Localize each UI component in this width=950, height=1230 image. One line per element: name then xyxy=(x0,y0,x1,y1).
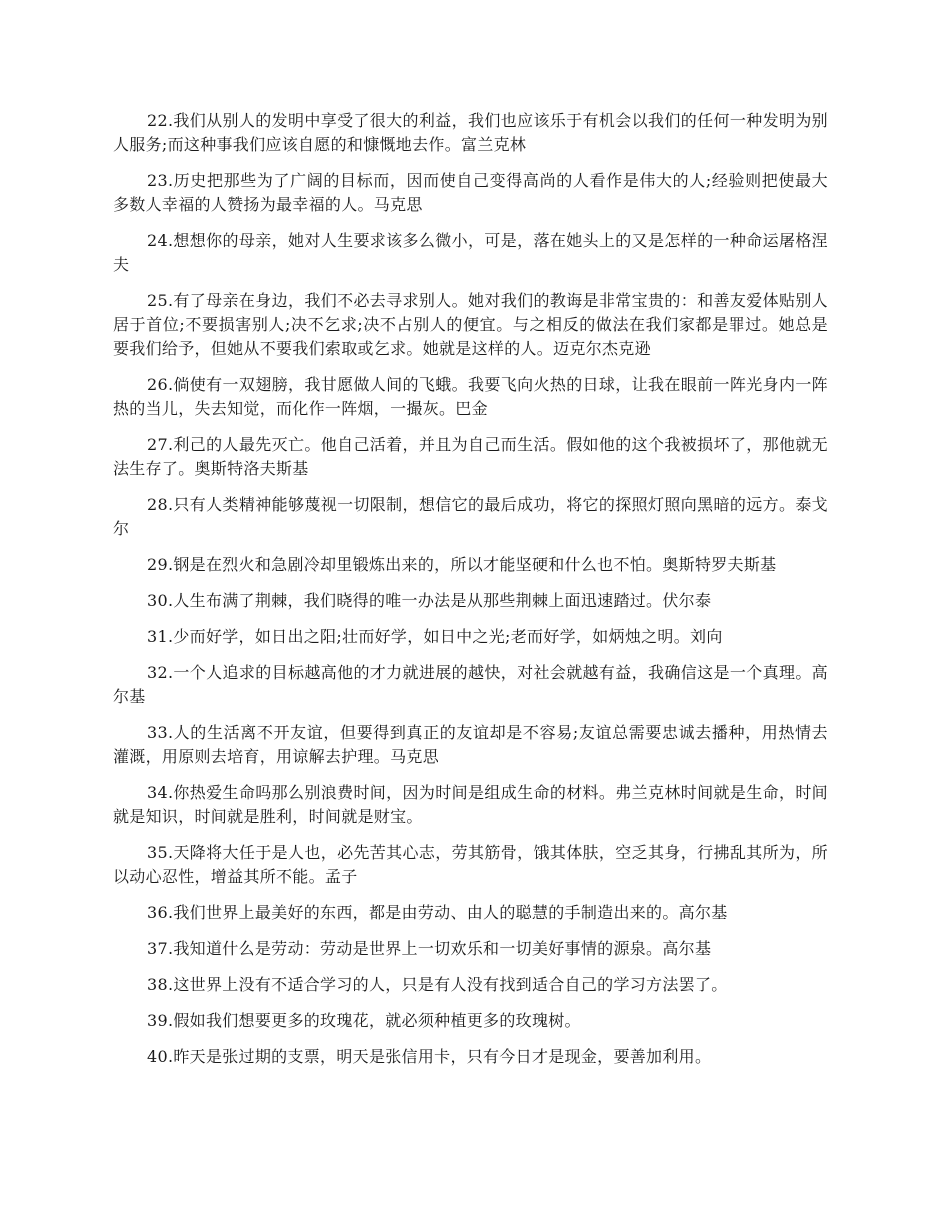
quote-paragraph-36: 36.我们世界上最美好的东西，都是由劳动、由人的聪慧的手制造出来的。高尔基 xyxy=(147,903,728,922)
quote-paragraph-34: 34.你热爱生命吗那么别浪费时间，因为时间是组成生命的材料。弗兰克林时间就是生命，时间就是知识，时间就是胜利，时间就是财宝。 xyxy=(113,783,828,826)
quote-paragraph-39: 39.假如我们想要更多的玫瑰花，就必须种植更多的玫瑰树。 xyxy=(147,1011,581,1030)
quote-paragraph-25: 25.有了母亲在身边，我们不必去寻求别人。她对我们的教诲是非常宝贵的：和善友爱体贴别人居于首位;不要损害别人;决不乞求;决不占别人的便宜。与之相反的做法在我们家都是罪过。她总是要我们给予，但她从不要我们索取或乞求。她就是这样的人。迈克尔杰克逊 xyxy=(113,291,828,358)
quote-paragraph-24: 24.想想你的母亲，她对人生要求该多么微小，可是，落在她头上的又是怎样的一种命运屠格涅夫 xyxy=(113,231,828,274)
document-page xyxy=(113,109,828,1081)
quote-paragraph-30: 30.人生布满了荆棘，我们晓得的唯一办法是从那些荆棘上面迅速踏过。伏尔泰 xyxy=(147,591,712,610)
quote-paragraph-22: 22.我们从别人的发明中享受了很大的利益，我们也应该乐于有机会以我们的任何一种发明为别人服务;而这种事我们应该自愿的和慷慨地去作。富兰克林 xyxy=(113,111,828,154)
quote-paragraph-29: 29.钢是在烈火和急剧冷却里锻炼出来的，所以才能坚硬和什么也不怕。奥斯特罗夫斯基 xyxy=(147,555,777,574)
quote-paragraph-37: 37.我知道什么是劳动：劳动是世界上一切欢乐和一切美好事情的源泉。高尔基 xyxy=(147,939,712,958)
quote-paragraph-35: 35.天降将大任于是人也，必先苦其心志，劳其筋骨，饿其体肤，空乏其身，行拂乱其所为，所以动心忍性，增益其所不能。孟子 xyxy=(113,843,828,886)
quote-paragraph-27: 27.利己的人最先灭亡。他自己活着，并且为自己而生活。假如他的这个我被损坏了，那他就无法生存了。奥斯特洛夫斯基 xyxy=(113,435,828,478)
quote-paragraph-38: 38.这世界上没有不适合学习的人，只是有人没有找到适合自己的学习方法罢了。 xyxy=(147,975,728,994)
quote-paragraph-23: 23.历史把那些为了广阔的目标而，因而使自己变得高尚的人看作是伟大的人;经验则把使最大多数人幸福的人赞扬为最幸福的人。马克思 xyxy=(113,171,828,214)
quote-paragraph-33: 33.人的生活离不开友谊，但要得到真正的友谊却是不容易;友谊总需要忠诚去播种，用热情去灌溉，用原则去培育，用谅解去护理。马克思 xyxy=(113,723,828,766)
quote-paragraph-28: 28.只有人类精神能够蔑视一切限制，想信它的最后成功，将它的探照灯照向黑暗的远方。泰戈尔 xyxy=(113,495,828,538)
quote-paragraph-40: 40.昨天是张过期的支票，明天是张信用卡，只有今日才是现金，要善加利用。 xyxy=(147,1047,712,1066)
quote-paragraph-31: 31.少而好学，如日出之阳;壮而好学，如日中之光;老而好学，如炳烛之明。刘向 xyxy=(147,627,723,646)
quote-paragraph-32: 32.一个人追求的目标越高他的才力就进展的越快，对社会就越有益，我确信这是一个真理。高尔基 xyxy=(113,663,828,706)
quote-paragraph-26: 26.倘使有一双翅膀，我甘愿做人间的飞蛾。我要飞向火热的日球，让我在眼前一阵光身内一阵热的当儿，失去知觉，而化作一阵烟，一撮灰。巴金 xyxy=(113,375,828,418)
